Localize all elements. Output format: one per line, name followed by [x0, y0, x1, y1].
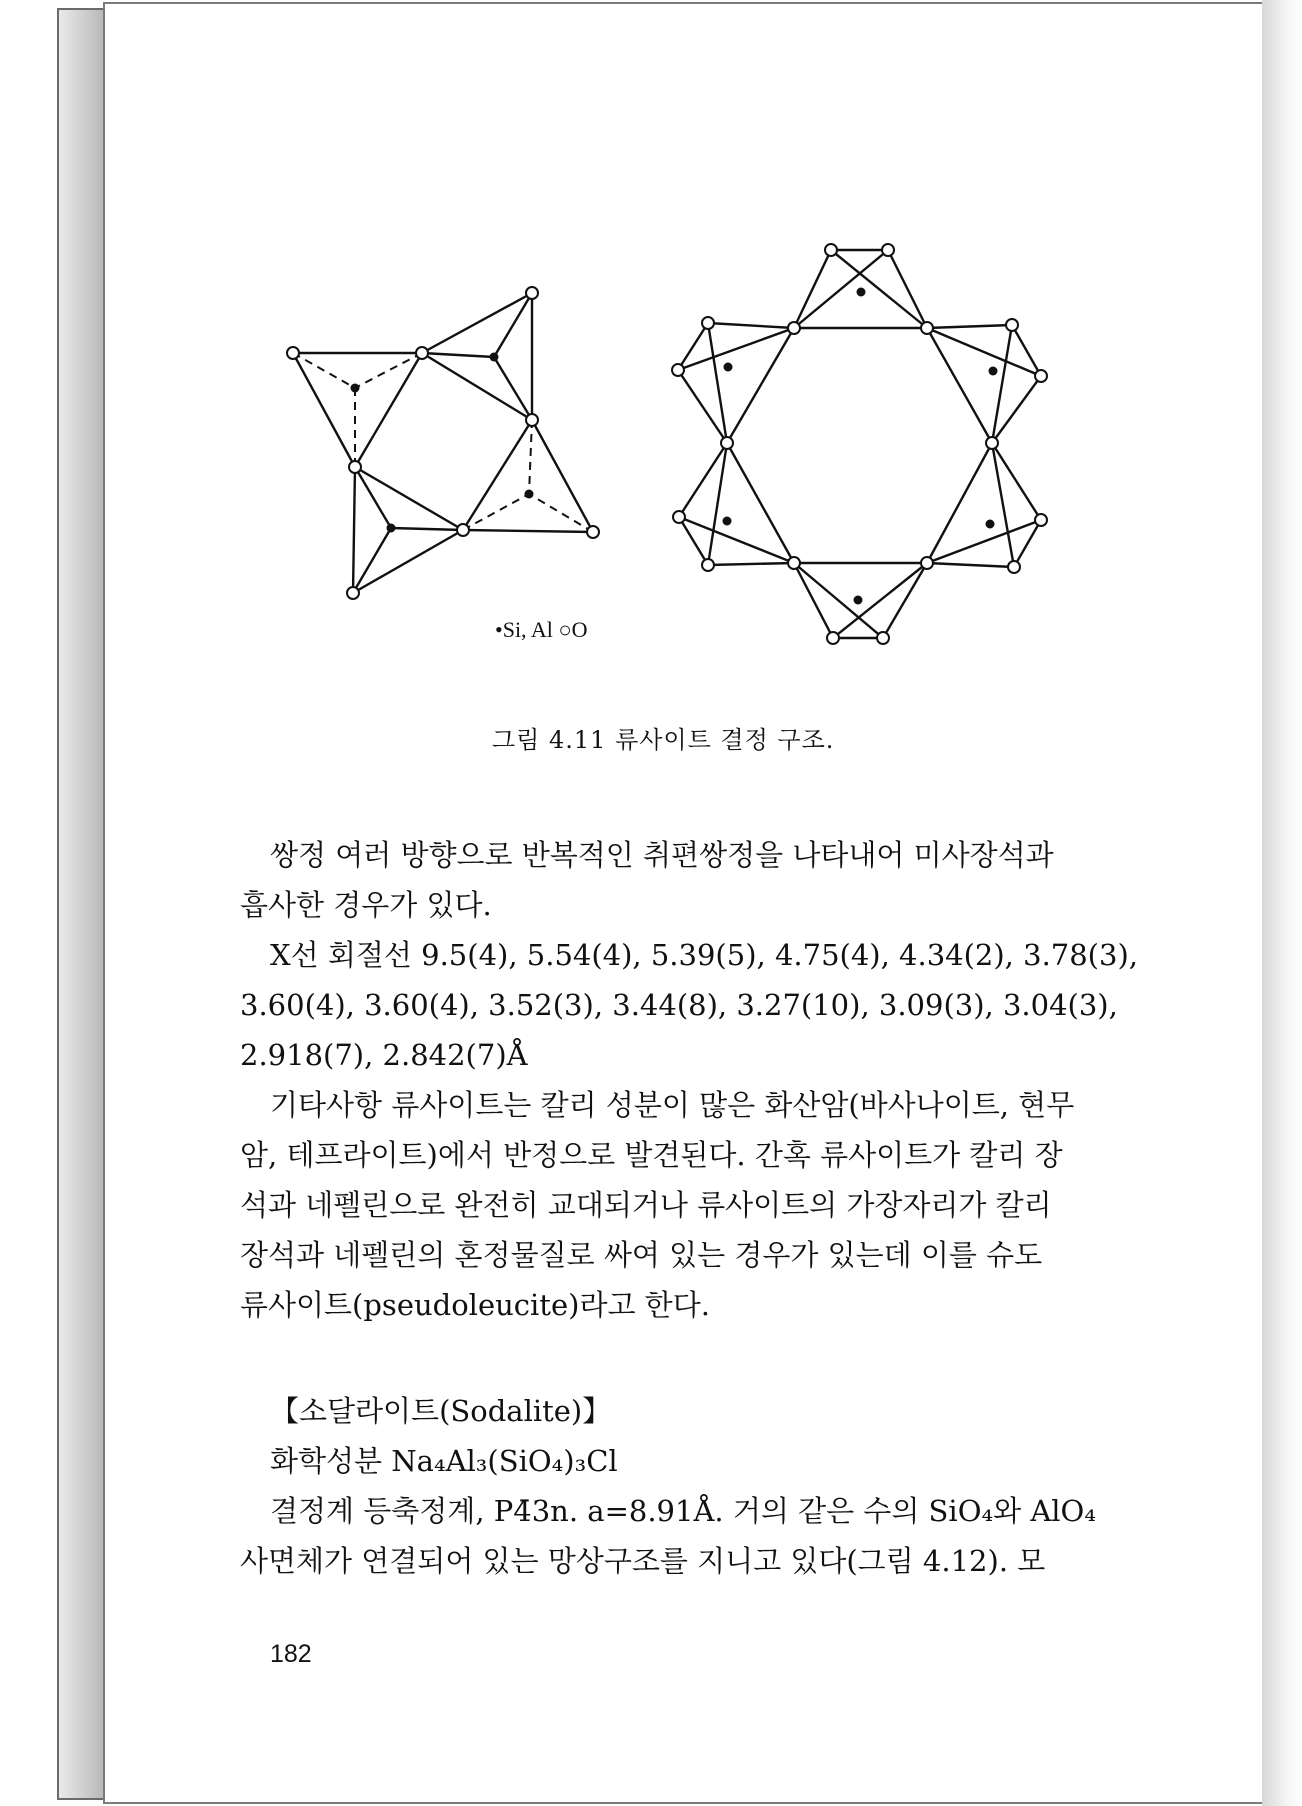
body-text [240, 830, 1138, 1586]
chem-label: 화학성분 [270, 1444, 383, 1478]
figure-legend: •Si, Al ○O [495, 617, 588, 642]
text-line: 기타사항 류사이트는 칼리 성분이 많은 화산암(바사나이트, 현무 [270, 1088, 1075, 1122]
text-line: 흡사한 경우가 있다. [240, 888, 492, 922]
text-line: 쌍정 여러 방향으로 반복적인 취편쌍정을 나타내어 미사장석과 [270, 838, 1054, 872]
left-structure-diagram [293, 293, 593, 593]
page-number: 182 [270, 1640, 312, 1668]
chem-formula: Na₄Al₃(SiO₄)₃Cl [391, 1444, 618, 1478]
text-line: 사면체가 연결되어 있는 망상구조를 지니고 있다(그림 4.12). 모 [240, 1544, 1046, 1578]
text-line: 류사이트(pseudoleucite)라고 한다. [240, 1288, 710, 1322]
leucite-structure-figure [0, 0, 1302, 700]
chemical-composition [240, 1436, 1118, 1486]
text-line: X선 회절선 9.5(4), 5.54(4), 5.39(5), 4.75(4), 4.34(2), 3.78(3), [270, 938, 1138, 972]
text-line: 장석과 네펠린의 혼정물질로 싸여 있는 경우가 있는데 이를 슈도 [240, 1238, 1043, 1272]
text-line: 암, 테프라이트)에서 반정으로 발견된다. 간혹 류사이트가 칼리 장 [240, 1138, 1063, 1172]
text-line: 결정계 등축정계, P4̄3n. a=8.91Å. 거의 같은 수의 SiO₄와 AlO₄ [270, 1494, 1096, 1528]
text-line: 3.60(4), 3.60(4), 3.52(3), 3.44(8), 3.27(10), 3.09(3), 3.04(3), [240, 988, 1118, 1022]
text-line: 석과 네펠린으로 완전히 교대되거나 류사이트의 가장자리가 칼리 [240, 1188, 1052, 1222]
section-heading: 【소달라이트(Sodalite)】 [270, 1394, 612, 1428]
figure-caption: 그림 4.11 류사이트 결정 구조. [492, 726, 835, 754]
text-line: 2.918(7), 2.842(7)Å [240, 1038, 528, 1072]
